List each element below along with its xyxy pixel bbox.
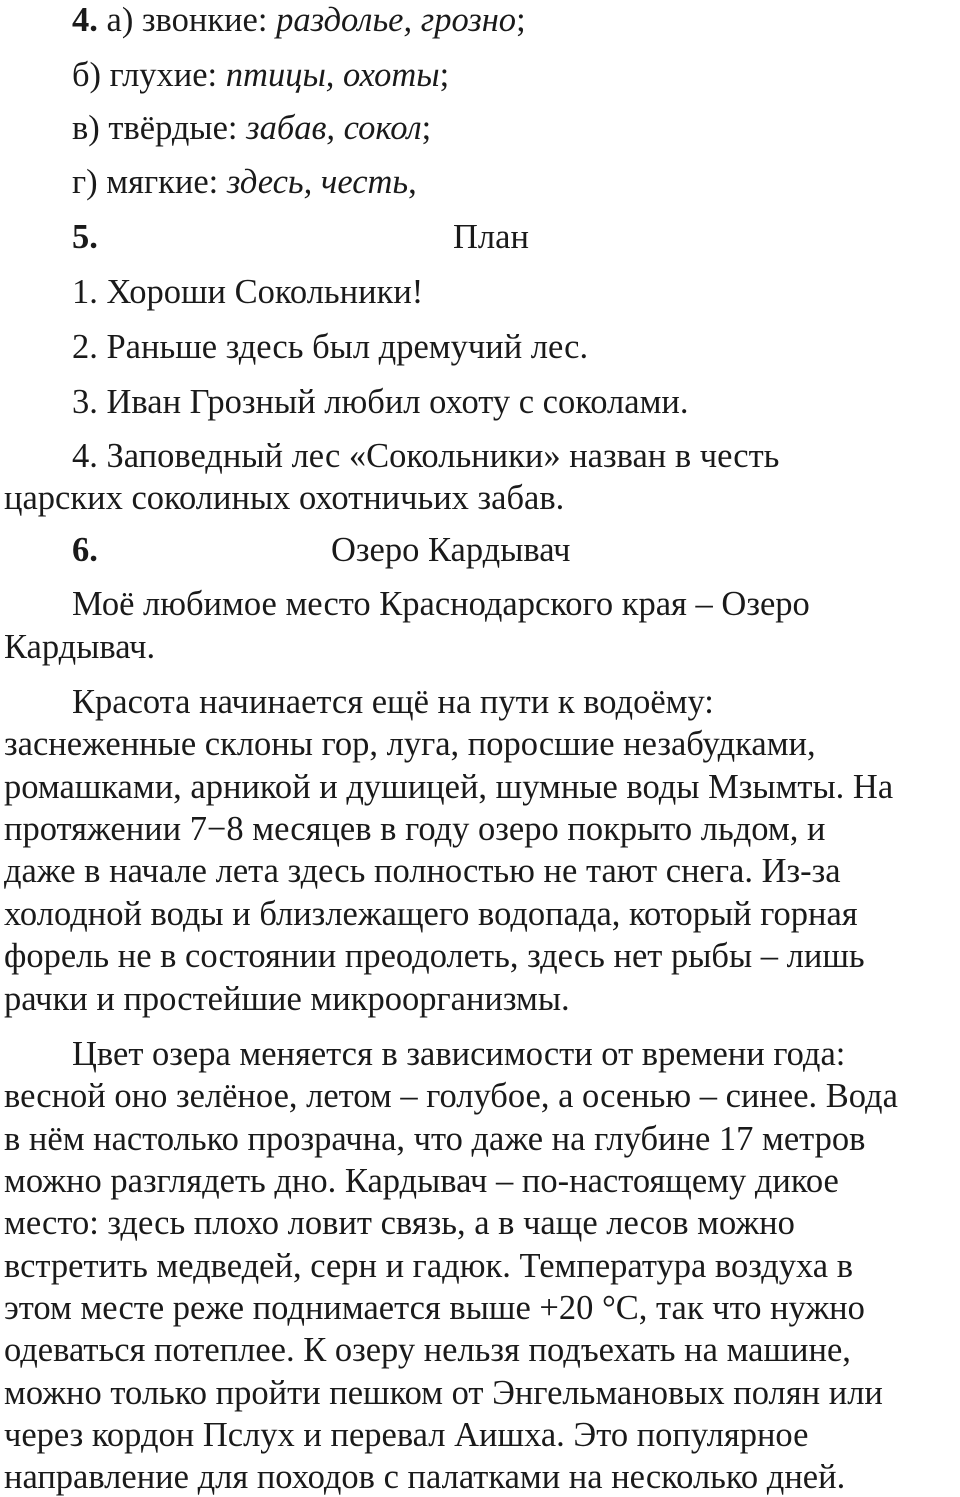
task4-b-words: птицы, охоты — [225, 56, 440, 94]
task6-p3-line-9: можно только пройти пешком от Энгельмановых полян или — [4, 1374, 883, 1412]
task4-a-prefix: а) звонкие: — [97, 1, 277, 39]
task6-p2-line-2: заснеженные склоны гор, луга, поросшие незабудками, — [4, 725, 816, 763]
task6-p2-line-1: Красота начинается ещё на пути к водоёму: — [72, 683, 714, 721]
task6-p2-line-5: даже в начале лета здесь полностью не тают снега. Из-за — [4, 852, 841, 890]
task6-p3-line-8: одеваться потеплее. К озеру нельзя подъехать на машине, — [4, 1331, 851, 1369]
task4-g-words: здесь, честь — [226, 163, 409, 201]
task6-p3-line-7: этом месте реже поднимается выше +20 °С, так что нужно — [4, 1289, 865, 1327]
task6-p3-line-1: Цвет озера меняется в зависимости от времени года: — [72, 1035, 846, 1073]
task6-p1-line-2: Кардывач. — [4, 628, 156, 666]
task5-number: 5. — [72, 218, 98, 256]
task4-v-prefix: в) твёрдые: — [72, 109, 247, 147]
task6-p3-line-2: весной оно зелёное, летом – голубое, а осенью – синее. Вода — [4, 1077, 898, 1115]
task6-p3-line-11: направление для походов с палатками на несколько дней. — [4, 1458, 846, 1496]
task4-g-end: , — [408, 163, 417, 201]
task4-line-g — [72, 162, 417, 202]
task4-line-v — [72, 108, 431, 148]
task4-v-words: забав, сокол — [246, 109, 422, 147]
task4-a-end: ; — [516, 1, 526, 39]
task6-p3-line-4: можно разглядеть дно. Кардывач – по-настоящему дикое — [4, 1162, 839, 1200]
task6-p2-line-4: протяжении 7−8 месяцев в году озеро покрыто льдом, и — [4, 810, 826, 848]
task5-item-4: 4. Заповедный лес «Сокольники» назван в честь — [72, 437, 780, 475]
task6-p1-line-1: Моё любимое место Краснодарского края – Озеро — [72, 585, 810, 623]
task4-a-words: раздолье, грозно — [276, 1, 517, 39]
task5-item-3: 3. Иван Грозный любил охоту с соколами. — [72, 383, 689, 421]
task5-item-2: 2. Раньше здесь был дремучий лес. — [72, 328, 589, 366]
task6-number: 6. — [72, 531, 98, 569]
task4-number: 4. — [72, 1, 98, 39]
task6-p3-line-6: встретить медведей, серн и гадюк. Температура воздуха в — [4, 1247, 854, 1285]
task6-p3-line-10: через кордон Пслух и перевал Аишха. Это популярное — [4, 1416, 809, 1454]
task6-p3-line-5: место: здесь плохо ловит связь, а в чаще лесов можно — [4, 1204, 795, 1242]
task5-item-4-cont: царских соколиных охотничьих забав. — [4, 479, 565, 517]
task6-p2-line-8: рачки и простейшие микроорганизмы. — [4, 980, 570, 1018]
task4-line-a — [72, 0, 526, 40]
task5-item-1: 1. Хороши Сокольники! — [72, 273, 424, 311]
task4-line-b — [72, 55, 449, 95]
task6-p2-line-7: форель не в состоянии преодолеть, здесь нет рыбы – лишь — [4, 937, 865, 975]
task4-b-end: ; — [439, 56, 450, 94]
task4-v-end: ; — [421, 109, 432, 147]
task6-title: Озеро Кардывач — [331, 531, 571, 569]
task6-p2-line-3: ромашками, арникой и душицей, шумные воды Мзымты. На — [4, 768, 894, 806]
task6-p3-line-3: в нём настолько прозрачна, что даже на глубине 17 метров — [4, 1120, 866, 1158]
task4-b-prefix: б) глухие: — [72, 56, 226, 94]
task4-g-prefix: г) мягкие: — [72, 163, 227, 201]
task6-p2-line-6: холодной воды и близлежащего водопада, который горная — [4, 895, 858, 933]
task5-title: План — [453, 218, 529, 256]
